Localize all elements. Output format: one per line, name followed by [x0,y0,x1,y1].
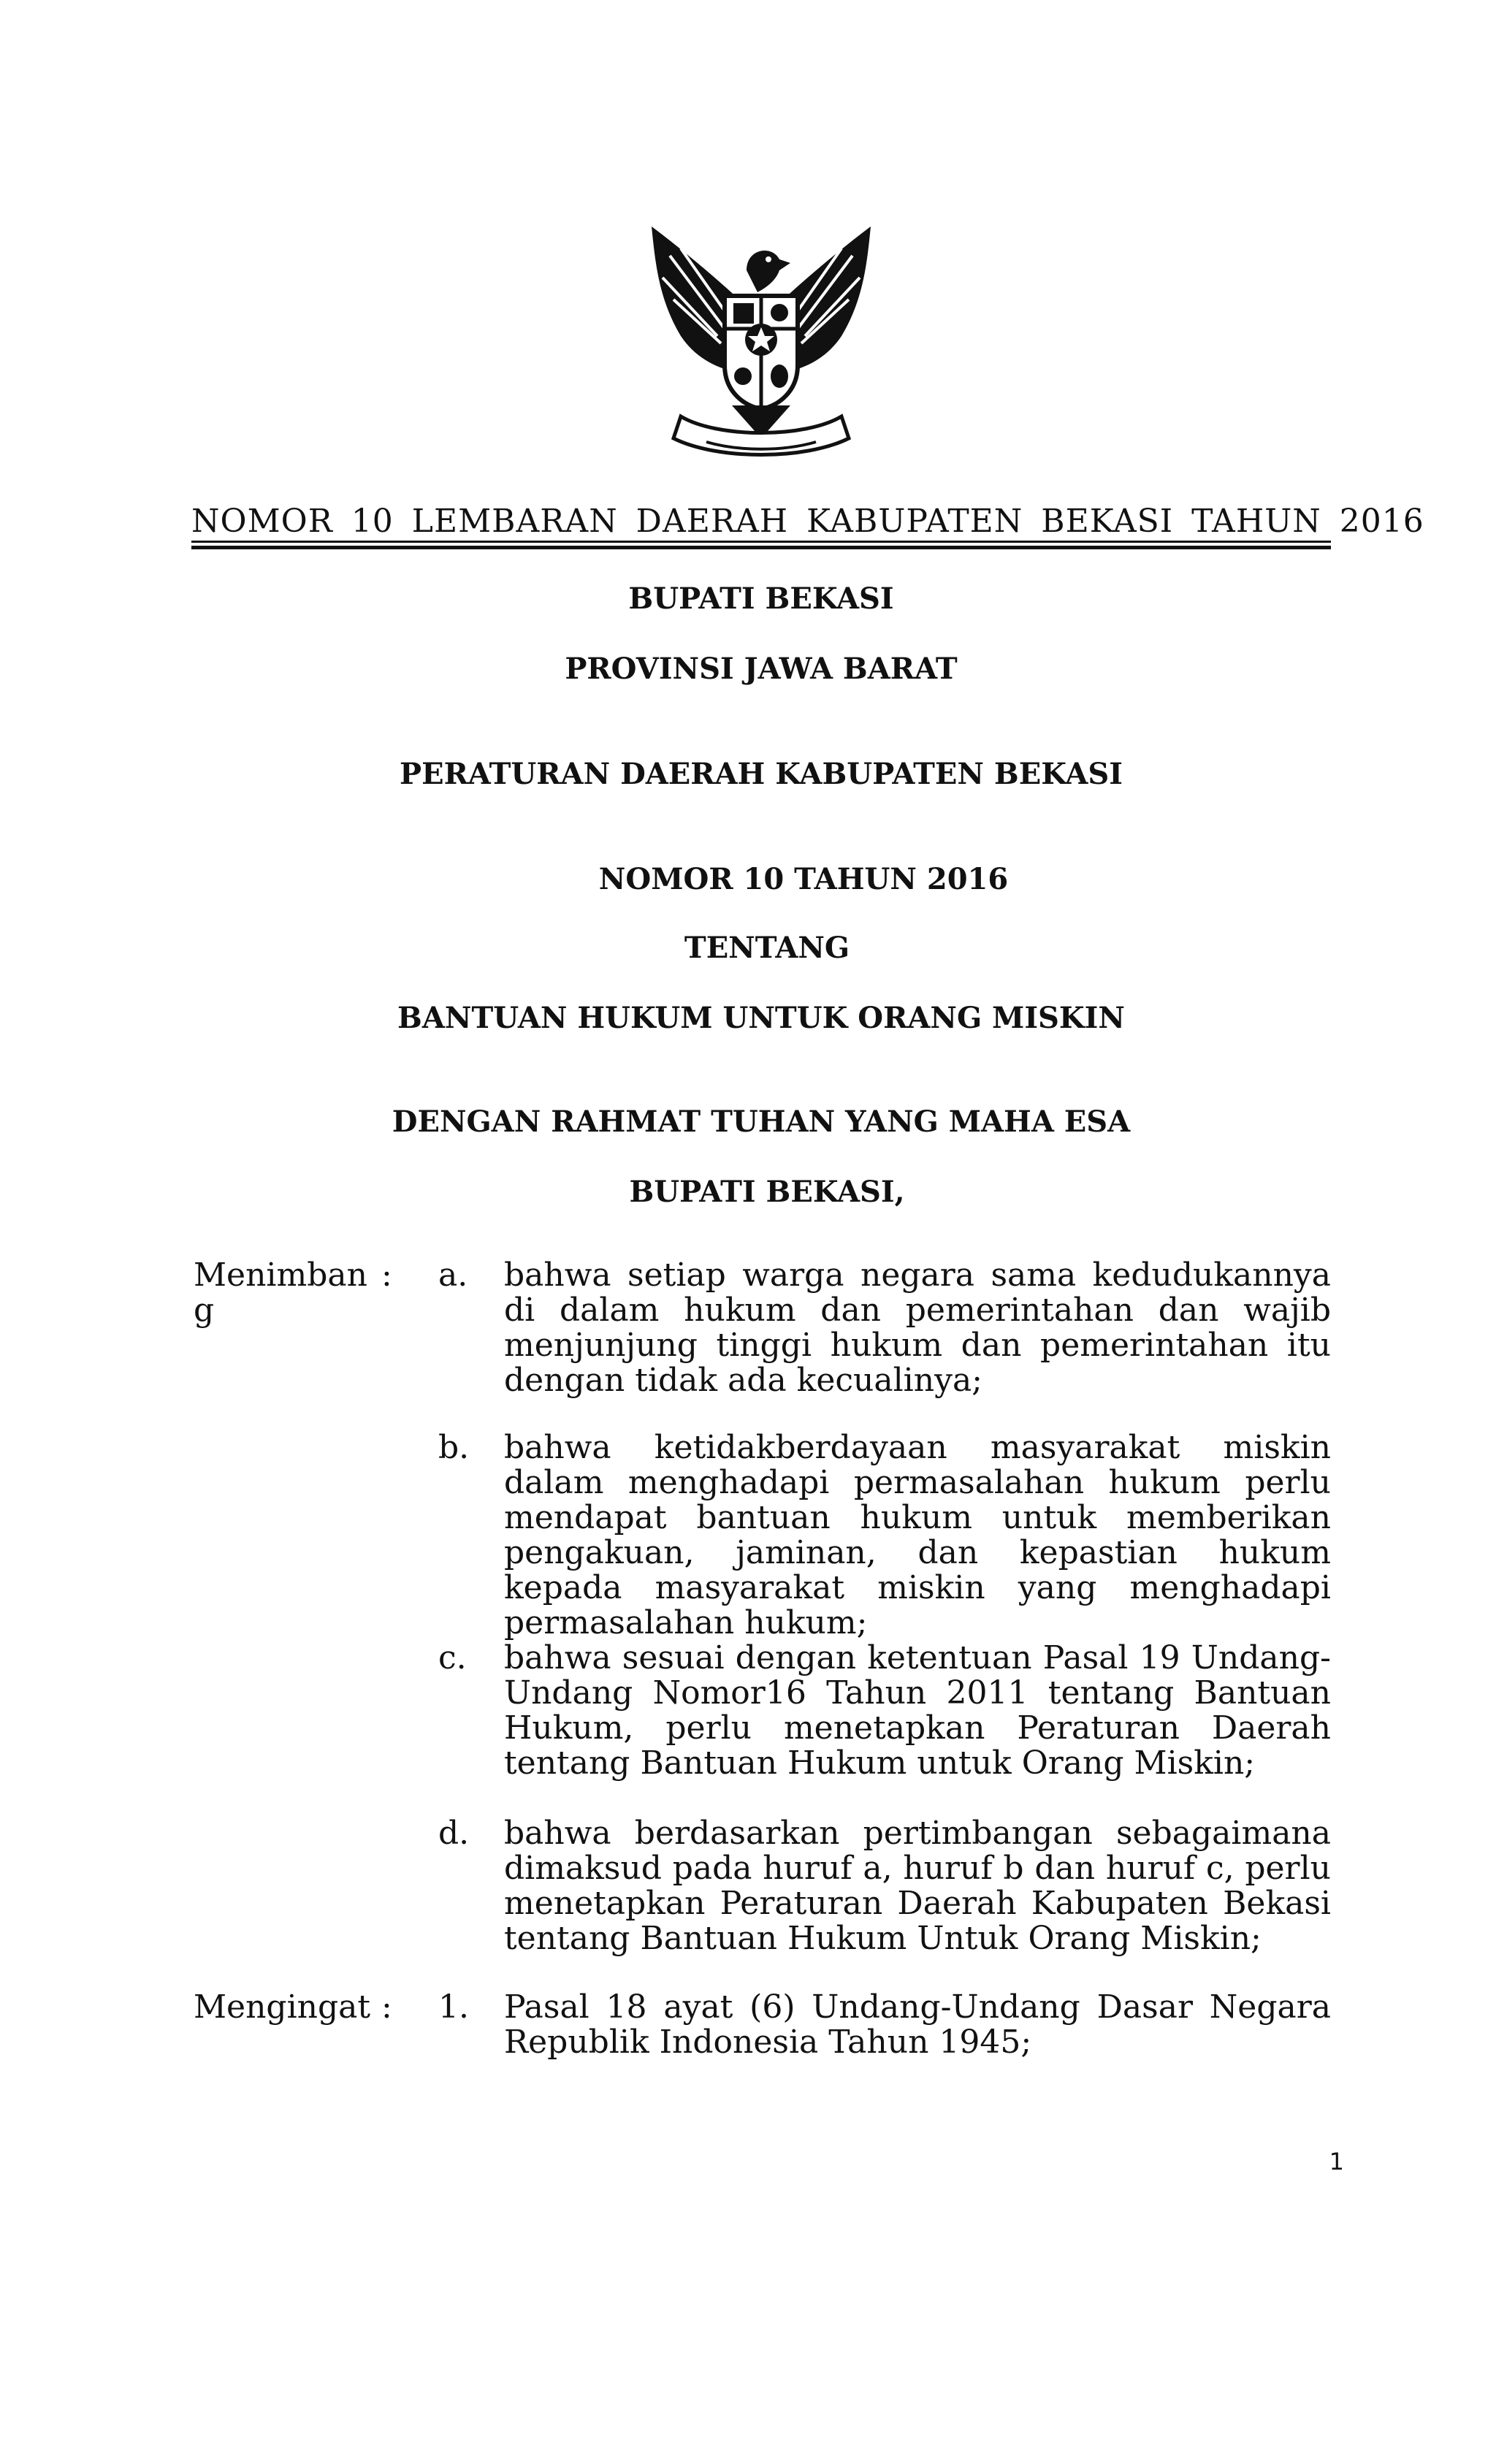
considering-label: Menimban g [194,1256,367,1329]
recalling-label: Mengingat [194,1988,371,2026]
page-number: 1 [1329,2148,1344,2175]
considering-marker-a: a. [438,1256,468,1294]
header-rule-thick [191,546,1331,549]
header-rule-thin [191,541,1331,543]
regulation-number: NOMOR 10 TAHUN 2016 [598,862,1009,896]
garuda-emblem-icon [637,219,885,468]
considering-item-b: bahwa ketidakberdayaan masyarakat miskin dalam menghadapi permasalahan hukum perlu mendapat bantuan hukum untuk memberikan pengakuan, jaminan, dan kepastian hukum kepada masyarakat miskin yang menghadapi permasalahan hukum; [504,1429,1331,1641]
regent-signature-heading: BUPATI BEKASI, [629,1175,905,1209]
about-heading: TENTANG [684,931,850,965]
regulation-title: PERATURAN DAERAH KABUPATEN BEKASI [400,757,1123,791]
considering-marker-d: d. [438,1815,470,1852]
recalling-item-1: Pasal 18 ayat (6) Undang-Undang Dasar Negara Republik Indonesia Tahun 1945; [504,1988,1331,2061]
considering-item-a: bahwa setiap warga negara sama kedudukannya di dalam hukum dan pemerintahan dan wajib menjunjung tinggi hukum dan pemerintahan itu dengan tidak ada kecualinya; [504,1256,1331,1399]
considering-marker-b: b. [438,1429,470,1466]
regent-title: BUPATI BEKASI [628,581,894,616]
subject-title: BANTUAN HUKUM UNTUK ORANG MISKIN [397,1001,1125,1035]
blessing-line: DENGAN RAHMAT TUHAN YANG MAHA ESA [392,1105,1131,1139]
considering-marker-c: c. [438,1639,467,1677]
recalling-marker-1: 1. [438,1988,469,2026]
province-title: PROVINSI JAWA BARAT [565,652,958,686]
considering-colon: : [381,1256,392,1294]
gazette-header: NOMOR 10 LEMBARAN DAERAH KABUPATEN BEKASI TAHUN 2016 [191,503,1424,540]
considering-item-c: bahwa sesuai dengan ketentuan Pasal 19 Undang-Undang Nomor16 Tahun 2011 tentang Bantuan Hukum, perlu menetapkan Peraturan Daerah tentang Bantuan Hukum untuk Orang Miskin; [504,1639,1331,1782]
considering-item-d: bahwa berdasarkan pertimbangan sebagaimana dimaksud pada huruf a, huruf b dan huruf c, perlu menetapkan Peraturan Daerah Kabupaten Bekasi tentang Bantuan Hukum Untuk Orang Miskin; [504,1815,1331,1957]
recalling-colon: : [381,1988,392,2026]
